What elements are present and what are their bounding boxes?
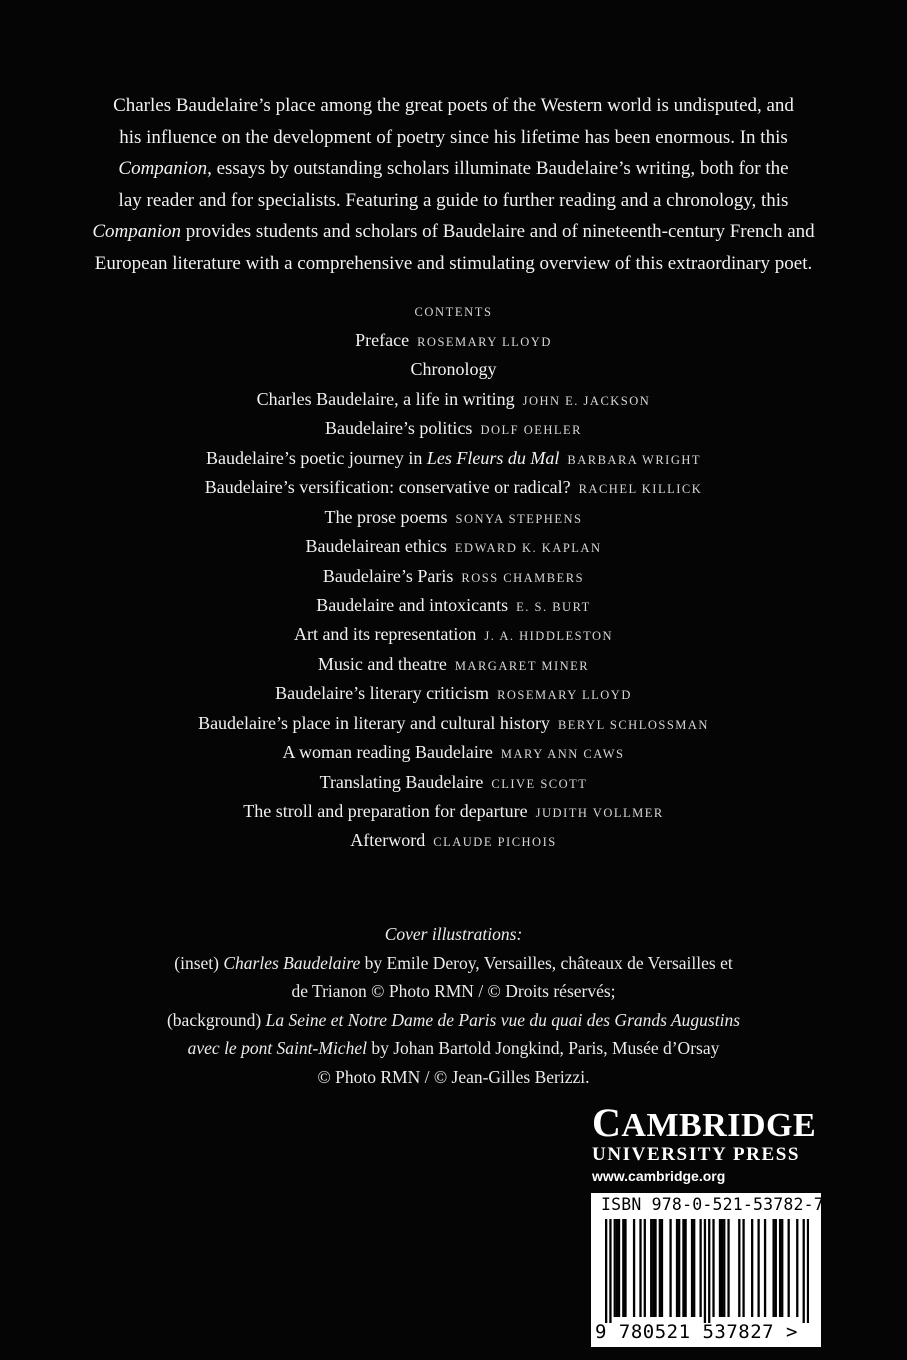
blurb-line bbox=[50, 90, 857, 122]
barcode-bar bbox=[633, 1219, 635, 1317]
italic-text: Companion bbox=[92, 221, 181, 242]
barcode-bar bbox=[676, 1219, 678, 1317]
blurb-line bbox=[50, 153, 857, 185]
barcode-bar bbox=[644, 1219, 646, 1317]
chapter-author: EDWARD K. KAPLAN bbox=[454, 541, 602, 556]
credit-line bbox=[50, 920, 857, 949]
text-segment: Baudelaire’s versification: conservative or radical? bbox=[204, 477, 571, 498]
text-segment: Preface bbox=[355, 330, 410, 350]
contents-entry bbox=[0, 591, 907, 620]
chapter-title bbox=[205, 477, 571, 497]
barcode-bar bbox=[693, 1219, 695, 1317]
contents-entry bbox=[0, 326, 907, 355]
barcode-bar bbox=[788, 1219, 790, 1317]
barcode-bar bbox=[723, 1219, 725, 1317]
barcode-bar bbox=[764, 1219, 766, 1317]
credit-line bbox=[50, 1063, 857, 1092]
barcode-bar bbox=[704, 1219, 706, 1323]
text-segment: by Johan Bartold Jongkind, Paris, Musée d’Orsay bbox=[366, 1038, 720, 1059]
contents-entry bbox=[0, 797, 907, 826]
credit-line bbox=[50, 1006, 857, 1035]
barcode-bar bbox=[639, 1219, 641, 1317]
barcode-bar bbox=[624, 1219, 626, 1317]
chapter-author: RACHEL KILLICK bbox=[578, 482, 703, 497]
text-segment: Music and theatre bbox=[317, 653, 447, 674]
blurb-line bbox=[50, 248, 857, 280]
contents-entry bbox=[0, 826, 907, 855]
barcode-bar bbox=[678, 1219, 680, 1317]
text-segment: provides students and scholars of Baudelaire and of nineteenth-century French and bbox=[181, 221, 815, 242]
isbn-barcode bbox=[591, 1193, 824, 1347]
text-segment: his influence on the development of poetry since his lifetime has been enormous. In this bbox=[119, 126, 788, 148]
barcode-bar bbox=[661, 1219, 663, 1317]
chapter-title bbox=[350, 830, 425, 850]
chapter-author: BERYL SCHLOSSMAN bbox=[557, 717, 709, 732]
chapter-title bbox=[257, 389, 515, 409]
blurb-line bbox=[50, 122, 857, 154]
contents-entry bbox=[0, 532, 907, 561]
italic-text: Les Fleurs du Mal bbox=[426, 447, 560, 468]
text-segment: (background) bbox=[166, 1009, 266, 1030]
barcode-bar bbox=[691, 1219, 693, 1317]
contents-entry bbox=[0, 768, 907, 797]
text-segment: by Emile Deroy, Versailles, châteaux de Versailles et bbox=[360, 952, 733, 973]
barcode-bar bbox=[622, 1219, 624, 1317]
chapter-title bbox=[325, 507, 448, 527]
credit-line bbox=[50, 1034, 857, 1063]
blurb-line bbox=[50, 185, 857, 217]
text-segment: Art and its representation bbox=[293, 624, 477, 645]
barcode-bar bbox=[712, 1219, 714, 1317]
text-segment: Baudelaire’s place in literary and cultural history bbox=[198, 712, 550, 733]
chapter-title bbox=[355, 330, 409, 350]
text-segment: Chronology bbox=[410, 359, 497, 380]
barcode-bar bbox=[721, 1219, 723, 1317]
chapter-author: MARY ANN CAWS bbox=[500, 747, 625, 762]
barcode-bar bbox=[699, 1219, 701, 1317]
contents-entry bbox=[0, 738, 907, 767]
chapter-title bbox=[198, 713, 550, 733]
contents-entries bbox=[0, 326, 907, 856]
isbn-label: ISBN 978-0-521-53782-7 bbox=[601, 1195, 824, 1214]
publisher-name: CAMBRIDGE bbox=[592, 1100, 817, 1145]
contents-entry bbox=[0, 562, 907, 591]
barcode-bar bbox=[650, 1219, 652, 1317]
chapter-author: ROSEMARY LLOYD bbox=[497, 688, 632, 703]
barcode-bar bbox=[719, 1219, 721, 1317]
text-segment: Baudelaire’s politics bbox=[324, 418, 473, 439]
chapter-author: CLIVE SCOTT bbox=[491, 776, 588, 791]
italic-text: Companion bbox=[118, 158, 208, 179]
publisher-url: www.cambridge.org bbox=[592, 1168, 726, 1184]
text-segment: Afterword bbox=[350, 830, 426, 851]
text-segment: (inset) bbox=[174, 952, 224, 973]
barcode-bar bbox=[609, 1219, 611, 1323]
barcode-bar bbox=[727, 1219, 729, 1317]
text-segment: Baudelaire and intoxicants bbox=[316, 594, 509, 615]
italic-text: La Seine et Notre Dame de Paris vue du quai des Grands Augustins bbox=[265, 1009, 741, 1030]
chapter-author: J. A. HIDDLESTON bbox=[484, 629, 614, 644]
publisher-press: UNIVERSITY PRESS bbox=[592, 1144, 801, 1165]
barcode-bar bbox=[684, 1219, 686, 1317]
text-segment: The stroll and preparation for departure bbox=[243, 801, 528, 821]
text-segment: Charles Baudelaire’s place among the great poets of the Western world is undisputed, and bbox=[113, 95, 794, 116]
chapter-author: ROSS CHAMBERS bbox=[461, 570, 585, 585]
contents-entry bbox=[0, 620, 907, 649]
contents-entry bbox=[0, 503, 907, 532]
barcode-bar bbox=[807, 1219, 809, 1323]
text-segment: © Photo RMN / © Jean-Gilles Berizzi. bbox=[317, 1066, 590, 1087]
chapter-author: SONYA STEPHENS bbox=[455, 511, 583, 526]
barcode-bar bbox=[659, 1219, 661, 1317]
chapter-title bbox=[318, 654, 447, 674]
contents-list bbox=[0, 298, 907, 856]
barcode-bar bbox=[654, 1219, 656, 1317]
text-segment: Baudelaire’s poetic journey in bbox=[205, 447, 427, 468]
barcode-bar bbox=[757, 1219, 759, 1317]
text-segment: The prose poems bbox=[324, 506, 448, 527]
barcode-bar bbox=[796, 1219, 798, 1317]
publisher-logo bbox=[592, 1100, 832, 1187]
barcode-bar bbox=[779, 1219, 781, 1317]
barcode-bar bbox=[708, 1219, 710, 1323]
blurb-line bbox=[50, 216, 857, 248]
text-segment: Baudelaire’s Paris bbox=[322, 565, 454, 586]
chapter-title bbox=[320, 772, 484, 792]
back-cover-blurb bbox=[50, 90, 857, 279]
chapter-author: JUDITH VOLLMER bbox=[535, 806, 664, 820]
chapter-title bbox=[294, 624, 476, 644]
contents-entry bbox=[0, 473, 907, 502]
chapter-author: JOHN E. JACKSON bbox=[522, 393, 651, 408]
barcode-bar bbox=[781, 1219, 783, 1317]
chapter-title bbox=[316, 595, 508, 615]
chapter-author: E. S. BURT bbox=[516, 599, 591, 614]
text-segment: A woman reading Baudelaire bbox=[282, 742, 493, 763]
italic-text: Charles Baudelaire bbox=[223, 952, 361, 973]
contents-heading: CONTENTS bbox=[414, 305, 493, 319]
chapter-author: CLAUDE PICHOIS bbox=[433, 835, 557, 850]
italic-text: avec le pont Saint-Michel bbox=[187, 1038, 367, 1059]
cover-credits bbox=[50, 920, 857, 1092]
contents-entry bbox=[0, 444, 907, 473]
barcode-bar bbox=[775, 1219, 777, 1317]
barcode-bar bbox=[682, 1219, 684, 1317]
chapter-author: BARBARA WRIGHT bbox=[567, 452, 702, 467]
chapter-title bbox=[325, 418, 472, 438]
chapter-title bbox=[206, 448, 559, 468]
barcode-bar bbox=[605, 1219, 607, 1323]
credit-line bbox=[50, 977, 857, 1006]
chapter-author: ROSEMARY LLOYD bbox=[417, 335, 552, 349]
barcode-bar bbox=[614, 1219, 616, 1317]
barcode-bar bbox=[616, 1219, 618, 1317]
chapter-author: DOLF OEHLER bbox=[480, 423, 583, 438]
text-segment: Baudelairean ethics bbox=[305, 536, 447, 557]
credit-line bbox=[50, 949, 857, 978]
barcode-bars bbox=[605, 1219, 809, 1323]
chapter-title bbox=[410, 359, 496, 379]
barcode-bar bbox=[751, 1219, 753, 1317]
contents-entry bbox=[0, 650, 907, 679]
barcode-bar bbox=[803, 1219, 805, 1323]
barcode-bar bbox=[652, 1219, 654, 1317]
ean-digits: 9 780521 537827 > bbox=[595, 1321, 798, 1343]
text-segment: lay reader and for specialists. Featuring a guide to further reading and a chronology, this bbox=[118, 189, 789, 211]
barcode-bar bbox=[669, 1219, 671, 1317]
text-segment: , essays by outstanding scholars illuminate Baudelaire’s writing, both for the bbox=[207, 158, 789, 179]
contents-entry bbox=[0, 355, 907, 384]
contents-entry bbox=[0, 679, 907, 708]
text-segment: Translating Baudelaire bbox=[319, 771, 484, 792]
chapter-title bbox=[243, 801, 527, 821]
contents-entry bbox=[0, 709, 907, 738]
text-segment: Charles Baudelaire, a life in writing bbox=[256, 388, 515, 409]
text-segment: Baudelaire’s literary criticism bbox=[275, 683, 490, 704]
italic-text: Cover illustrations: bbox=[384, 924, 523, 944]
chapter-title bbox=[323, 566, 453, 586]
barcode-bar bbox=[738, 1219, 740, 1317]
barcode-bar bbox=[618, 1219, 620, 1317]
barcode-bar bbox=[742, 1219, 744, 1317]
chapter-author: MARGARET MINER bbox=[454, 658, 590, 673]
chapter-title bbox=[282, 742, 492, 762]
barcode-bar bbox=[772, 1219, 774, 1317]
text-segment: European literature with a comprehensive and stimulating overview of this extraordinary poet. bbox=[94, 252, 813, 274]
contents-entry bbox=[0, 414, 907, 443]
contents-entry bbox=[0, 385, 907, 414]
chapter-title bbox=[275, 683, 489, 703]
text-segment: de Trianon © Photo RMN / © Droits réservés; bbox=[291, 981, 616, 1002]
chapter-title bbox=[305, 536, 446, 556]
